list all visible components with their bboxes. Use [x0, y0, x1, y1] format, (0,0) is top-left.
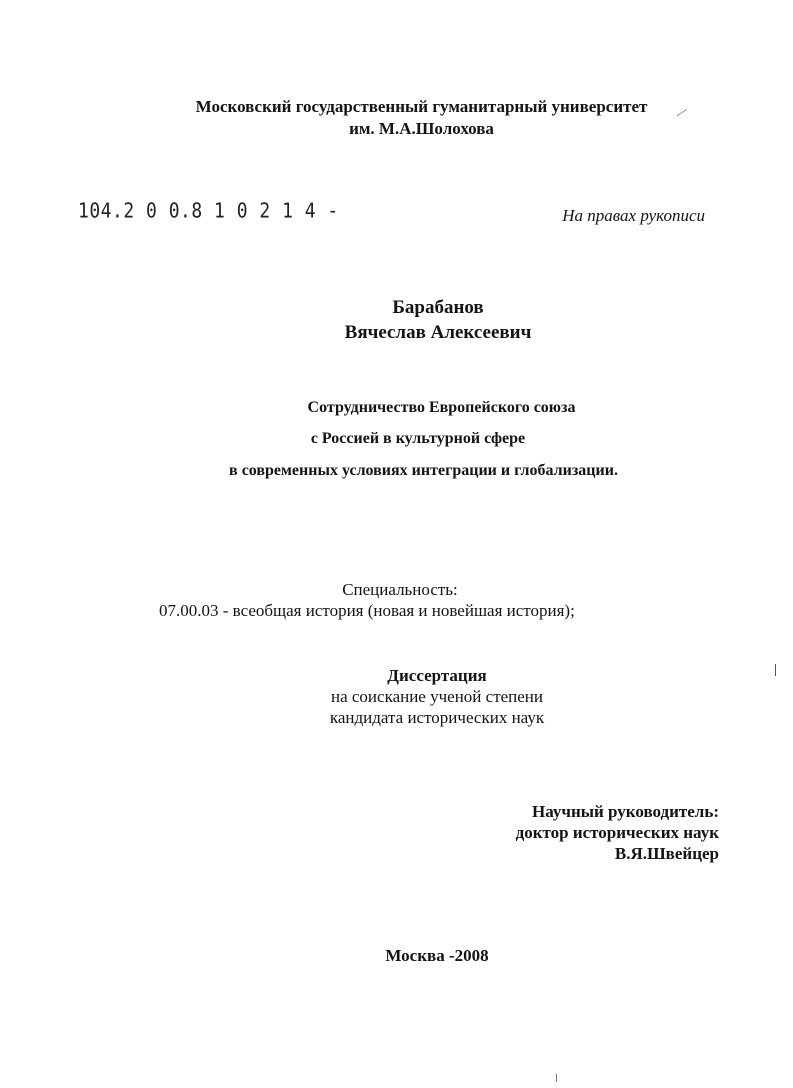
supervisor-name: В.Я.Швейцер	[614, 844, 719, 863]
specialty-value: 07.00.03 - всеобщая история (новая и новейшая история);	[159, 601, 575, 620]
supervisor-label: Научный руководитель:	[532, 802, 719, 821]
thesis-title-line-1: Сотрудничество Европейского союза	[307, 399, 576, 416]
specialty-label: Специальность:	[342, 580, 458, 599]
city-year: Москва -2008	[385, 946, 489, 965]
author-given-names: Вячеслав Алексеевич	[344, 322, 532, 343]
dissertation-degree-line-1: на соискание ученой степени	[330, 687, 544, 706]
scan-mark	[556, 1074, 557, 1082]
dissertation-heading: Диссертация	[387, 666, 487, 685]
university-name: Московский государственный гуманитарный университет	[195, 97, 648, 116]
university-honorific: им. М.А.Шолохова	[349, 119, 494, 138]
library-stamp-code: 104.2 0 0.8 1 0 2 1 4 -	[78, 199, 339, 224]
dissertation-degree-line-2: кандидата исторических наук	[329, 708, 545, 727]
scan-mark	[775, 664, 776, 676]
supervisor-degree: доктор исторических наук	[515, 823, 719, 842]
author-surname: Барабанов	[392, 297, 484, 318]
thesis-title-line-3: в современных условиях интеграции и глобализации.	[229, 462, 618, 479]
thesis-title-line-2: с Россией в культурной сфере	[310, 430, 526, 447]
manuscript-rights-note: На правах рукописи	[562, 206, 705, 225]
